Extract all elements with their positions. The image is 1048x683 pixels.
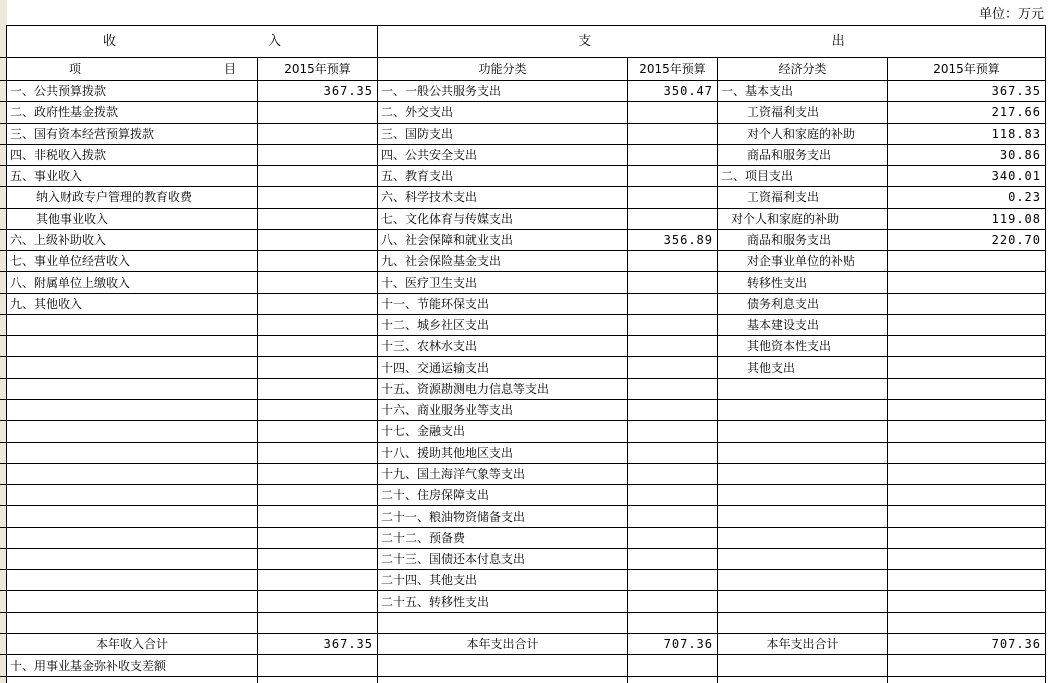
income-item-cell[interactable]: 六、上级补助收入	[7, 230, 258, 251]
row-sliver	[0, 81, 7, 102]
income-item-cell[interactable]: 三、国有资本经营预算拨款	[7, 124, 258, 145]
income-value-cell[interactable]	[258, 613, 378, 634]
row-sliver	[0, 166, 7, 187]
economic-item-cell[interactable]: 对个人和家庭的补助	[718, 209, 888, 230]
functional-value-cell[interactable]	[628, 124, 718, 145]
functional-item-cell[interactable]: 十一、节能环保支出	[378, 294, 628, 315]
economic-value-cell[interactable]	[888, 485, 1046, 506]
economic-category-column-header[interactable]: 经济分类	[718, 58, 888, 81]
carryover-label-cell[interactable]: 十、用事业基金弥补收支差额	[7, 655, 258, 677]
functional-value-cell[interactable]	[628, 443, 718, 464]
row-sliver	[0, 25, 7, 58]
income-value-cell[interactable]	[258, 379, 378, 400]
income-value-cell[interactable]	[258, 209, 378, 230]
functional-value-cell[interactable]	[628, 400, 718, 421]
functional-value-cell[interactable]	[628, 187, 718, 208]
functional-item-cell[interactable]: 十五、资源勘测电力信息等支出	[378, 379, 628, 400]
economic-item-cell[interactable]: 其他支出	[718, 357, 888, 378]
functional-value-cell[interactable]	[628, 102, 718, 123]
income-item-cell[interactable]: 纳入财政专户管理的教育收费	[7, 187, 258, 208]
functional-value-cell[interactable]	[628, 485, 718, 506]
row-sliver	[0, 294, 7, 315]
income-budget-column-header[interactable]: 2015年预算	[258, 58, 378, 81]
economic-value-cell[interactable]	[888, 591, 1046, 612]
economic-item-cell[interactable]	[718, 528, 888, 549]
item-column-header[interactable]	[7, 58, 258, 81]
row-sliver	[0, 230, 7, 251]
functional-value-cell[interactable]	[628, 591, 718, 612]
row-sliver	[0, 613, 7, 634]
income-value-cell[interactable]	[258, 400, 378, 421]
row-sliver	[0, 549, 7, 570]
income-value-cell[interactable]	[258, 230, 378, 251]
income-value-cell[interactable]	[258, 528, 378, 549]
income-value-cell[interactable]	[258, 187, 378, 208]
economic-value-cell[interactable]	[888, 379, 1046, 400]
functional-value-cell[interactable]	[628, 357, 718, 378]
row-sliver	[0, 124, 7, 145]
functional-item-cell[interactable]: 二十五、转移性支出	[378, 591, 628, 612]
functional-item-cell[interactable]: 十三、农林水支出	[378, 336, 628, 357]
row-sliver	[0, 315, 7, 336]
economic-value-cell[interactable]: 0.23	[888, 187, 1046, 208]
economic-item-cell[interactable]	[718, 421, 888, 442]
functional-item-cell[interactable]	[378, 655, 628, 677]
income-item-cell[interactable]: 其他事业收入	[7, 209, 258, 230]
income-total-label-cell[interactable]: 本年收入合计	[7, 634, 258, 656]
economic-value-cell[interactable]: 220.70	[888, 230, 1046, 251]
functional-item-cell[interactable]: 五、教育支出	[378, 166, 628, 187]
income-item-cell[interactable]: 七、事业单位经营收入	[7, 251, 258, 272]
economic-total-value-cell[interactable]: 707.36	[888, 634, 1046, 656]
economic-value-cell[interactable]	[888, 655, 1046, 677]
row-sliver	[0, 357, 7, 378]
row-sliver	[0, 655, 7, 677]
income-value-cell[interactable]	[258, 357, 378, 378]
income-value-cell[interactable]	[258, 251, 378, 272]
functional-item-cell[interactable]: 十六、商业服务业等支出	[378, 400, 628, 421]
row-sliver	[0, 336, 7, 357]
income-value-cell[interactable]: 367.35	[258, 81, 378, 102]
row-sliver	[0, 145, 7, 166]
functional-item-cell[interactable]: 二十一、粮油物资储备支出	[378, 506, 628, 527]
functional-value-cell[interactable]	[628, 528, 718, 549]
economic-item-cell[interactable]: 基本建设支出	[718, 315, 888, 336]
row-sliver	[0, 464, 7, 485]
item-header-char: 项	[69, 62, 82, 76]
expense-section-header[interactable]	[378, 25, 1046, 58]
economic-value-cell[interactable]	[888, 570, 1046, 591]
income-value-cell[interactable]	[258, 145, 378, 166]
income-header-char: 入	[267, 34, 281, 49]
functional-value-cell[interactable]	[628, 549, 718, 570]
functional-value-cell[interactable]	[628, 421, 718, 442]
row-sliver	[0, 379, 7, 400]
row-sliver	[0, 506, 7, 527]
income-item-cell[interactable]	[7, 528, 258, 549]
income-total-value-cell[interactable]: 367.35	[258, 634, 378, 656]
income-item-cell[interactable]	[7, 336, 258, 357]
economic-item-cell[interactable]	[718, 655, 888, 677]
income-value-cell[interactable]	[258, 272, 378, 293]
functional-value-cell[interactable]: 350.47	[628, 81, 718, 102]
economic-value-cell[interactable]: 30.86	[888, 145, 1046, 166]
income-item-cell[interactable]	[7, 549, 258, 570]
economic-value-cell[interactable]	[888, 506, 1046, 527]
economic-item-cell[interactable]	[718, 591, 888, 612]
row-sliver	[0, 443, 7, 464]
functional-value-cell[interactable]	[628, 379, 718, 400]
economic-item-cell[interactable]: 转移性支出	[718, 272, 888, 293]
functional-item-cell[interactable]: 十九、国土海洋气象等支出	[378, 464, 628, 485]
income-value-cell[interactable]	[258, 677, 378, 683]
economic-value-cell[interactable]	[888, 272, 1046, 293]
functional-value-cell[interactable]	[628, 464, 718, 485]
economic-item-cell[interactable]	[718, 549, 888, 570]
income-value-cell[interactable]	[258, 506, 378, 527]
income-item-cell[interactable]	[7, 677, 258, 683]
functional-total-label-cell[interactable]: 本年支出合计	[378, 634, 628, 656]
functional-category-column-header[interactable]: 功能分类	[378, 58, 628, 81]
functional-item-cell[interactable]: 十、医疗卫生支出	[378, 272, 628, 293]
economic-item-cell[interactable]: 其他资本性支出	[718, 336, 888, 357]
functional-item-cell[interactable]: 三、国防支出	[378, 124, 628, 145]
row-sliver	[0, 591, 7, 612]
row-sliver	[0, 634, 7, 656]
economic-value-cell[interactable]	[888, 443, 1046, 464]
income-item-cell[interactable]: 四、非税收入拨款	[7, 145, 258, 166]
functional-item-cell[interactable]: 八、社会保障和就业支出	[378, 230, 628, 251]
row-sliver	[0, 528, 7, 549]
income-item-cell[interactable]	[7, 464, 258, 485]
functional-item-cell[interactable]: 十二、城乡社区支出	[378, 315, 628, 336]
income-value-cell[interactable]	[258, 591, 378, 612]
economic-value-cell[interactable]	[888, 549, 1046, 570]
functional-item-cell[interactable]: 七、文化体育与传媒支出	[378, 209, 628, 230]
income-value-cell[interactable]	[258, 294, 378, 315]
economic-item-cell[interactable]	[718, 677, 888, 683]
functional-item-cell[interactable]	[378, 613, 628, 634]
economic-item-cell[interactable]: 工资福利支出	[718, 187, 888, 208]
functional-item-cell[interactable]: 一、一般公共服务支出	[378, 81, 628, 102]
economic-item-cell[interactable]: 商品和服务支出	[718, 145, 888, 166]
economic-value-cell[interactable]	[888, 400, 1046, 421]
economic-item-cell[interactable]: 对企事业单位的补贴	[718, 251, 888, 272]
income-item-cell[interactable]	[7, 315, 258, 336]
budget-table	[0, 25, 1046, 683]
income-item-cell[interactable]	[7, 379, 258, 400]
expense-header-char: 支	[578, 34, 592, 49]
functional-total-value-cell[interactable]: 707.36	[628, 634, 718, 656]
economic-value-cell[interactable]	[888, 421, 1046, 442]
income-header-char: 收	[102, 34, 116, 49]
functional-item-cell[interactable]: 九、社会保险基金支出	[378, 251, 628, 272]
income-value-cell[interactable]	[258, 336, 378, 357]
income-item-cell[interactable]	[7, 400, 258, 421]
functional-item-cell[interactable]: 十七、金融支出	[378, 421, 628, 442]
economic-value-cell[interactable]: 217.66	[888, 102, 1046, 123]
functional-value-cell[interactable]	[628, 677, 718, 683]
economic-item-cell[interactable]	[718, 613, 888, 634]
income-item-cell[interactable]	[7, 591, 258, 612]
row-sliver	[0, 209, 7, 230]
functional-value-cell[interactable]	[628, 315, 718, 336]
economic-budget-column-header[interactable]: 2015年预算	[888, 58, 1046, 81]
functional-item-cell[interactable]: 二、外交支出	[378, 102, 628, 123]
economic-value-cell[interactable]	[888, 294, 1046, 315]
economic-value-cell[interactable]: 367.35	[888, 81, 1046, 102]
left-column-sliver	[0, 0, 7, 25]
functional-value-cell[interactable]	[628, 336, 718, 357]
economic-item-cell[interactable]	[718, 570, 888, 591]
functional-value-cell[interactable]	[628, 145, 718, 166]
income-value-cell[interactable]	[258, 124, 378, 145]
income-value-cell[interactable]	[258, 570, 378, 591]
functional-value-cell[interactable]: 356.89	[628, 230, 718, 251]
income-item-cell[interactable]: 一、公共预算拨款	[7, 81, 258, 102]
income-value-cell[interactable]	[258, 166, 378, 187]
item-header-char: 目	[223, 62, 236, 76]
economic-value-cell[interactable]	[888, 677, 1046, 683]
income-value-cell[interactable]	[258, 102, 378, 123]
economic-item-cell[interactable]: 二、项目支出	[718, 166, 888, 187]
income-value-cell[interactable]	[258, 549, 378, 570]
functional-value-cell[interactable]	[628, 166, 718, 187]
income-item-cell[interactable]	[7, 485, 258, 506]
functional-item-cell[interactable]: 六、科学技术支出	[378, 187, 628, 208]
functional-item-cell[interactable]	[378, 677, 628, 683]
economic-value-cell[interactable]	[888, 336, 1046, 357]
functional-value-cell[interactable]	[628, 506, 718, 527]
economic-item-cell[interactable]: 一、基本支出	[718, 81, 888, 102]
income-item-cell[interactable]	[7, 613, 258, 634]
expense-header-char: 出	[831, 34, 845, 49]
economic-value-cell[interactable]: 340.01	[888, 166, 1046, 187]
functional-value-cell[interactable]	[628, 209, 718, 230]
income-item-cell[interactable]: 八、附属单位上缴收入	[7, 272, 258, 293]
income-value-cell[interactable]	[258, 315, 378, 336]
income-item-cell[interactable]	[7, 421, 258, 442]
functional-budget-column-header[interactable]: 2015年预算	[628, 58, 718, 81]
functional-value-cell[interactable]	[628, 570, 718, 591]
income-value-cell[interactable]	[258, 443, 378, 464]
economic-value-cell[interactable]	[888, 613, 1046, 634]
economic-total-label-cell[interactable]: 本年支出合计	[718, 634, 888, 656]
economic-item-cell[interactable]	[718, 379, 888, 400]
functional-item-cell[interactable]: 十四、交通运输支出	[378, 357, 628, 378]
economic-value-cell[interactable]	[888, 357, 1046, 378]
functional-item-cell[interactable]: 十八、援助其他地区支出	[378, 443, 628, 464]
row-sliver	[0, 187, 7, 208]
income-value-cell[interactable]	[258, 485, 378, 506]
row-sliver	[0, 485, 7, 506]
economic-item-cell[interactable]: 对个人和家庭的补助	[718, 124, 888, 145]
economic-value-cell[interactable]	[888, 251, 1046, 272]
economic-value-cell[interactable]	[888, 464, 1046, 485]
economic-value-cell[interactable]	[888, 315, 1046, 336]
functional-item-cell[interactable]: 二十四、其他支出	[378, 570, 628, 591]
unit-label: 单位：万元	[978, 7, 1044, 22]
income-section-header[interactable]	[7, 25, 378, 58]
row-sliver	[0, 58, 7, 81]
economic-value-cell[interactable]	[888, 528, 1046, 549]
economic-value-cell[interactable]: 118.83	[888, 124, 1046, 145]
row-sliver	[0, 251, 7, 272]
income-item-cell[interactable]	[7, 570, 258, 591]
functional-item-cell[interactable]: 二十三、国债还本付息支出	[378, 549, 628, 570]
income-item-cell[interactable]	[7, 357, 258, 378]
economic-item-cell[interactable]	[718, 485, 888, 506]
economic-value-cell[interactable]: 119.08	[888, 209, 1046, 230]
economic-item-cell[interactable]: 债务利息支出	[718, 294, 888, 315]
income-item-cell[interactable]	[7, 506, 258, 527]
economic-item-cell[interactable]: 商品和服务支出	[718, 230, 888, 251]
functional-value-cell[interactable]	[628, 655, 718, 677]
income-item-cell[interactable]: 五、事业收入	[7, 166, 258, 187]
row-sliver	[0, 102, 7, 123]
economic-item-cell[interactable]: 工资福利支出	[718, 102, 888, 123]
income-item-cell[interactable]: 二、政府性基金拨款	[7, 102, 258, 123]
economic-item-cell[interactable]	[718, 464, 888, 485]
economic-item-cell[interactable]	[718, 400, 888, 421]
row-sliver	[0, 677, 7, 683]
row-sliver	[0, 570, 7, 591]
income-value-cell[interactable]	[258, 655, 378, 677]
income-value-cell[interactable]	[258, 464, 378, 485]
row-sliver	[0, 421, 7, 442]
income-item-cell[interactable]: 九、其他收入	[7, 294, 258, 315]
economic-item-cell[interactable]	[718, 443, 888, 464]
functional-value-cell[interactable]	[628, 251, 718, 272]
functional-value-cell[interactable]	[628, 294, 718, 315]
functional-item-cell[interactable]: 二十二、预备费	[378, 528, 628, 549]
functional-item-cell[interactable]: 四、公共安全支出	[378, 145, 628, 166]
economic-item-cell[interactable]	[718, 506, 888, 527]
row-sliver	[0, 272, 7, 293]
functional-value-cell[interactable]	[628, 613, 718, 634]
income-value-cell[interactable]	[258, 421, 378, 442]
income-item-cell[interactable]	[7, 443, 258, 464]
row-sliver	[0, 400, 7, 421]
functional-value-cell[interactable]	[628, 272, 718, 293]
functional-item-cell[interactable]: 二十、住房保障支出	[378, 485, 628, 506]
